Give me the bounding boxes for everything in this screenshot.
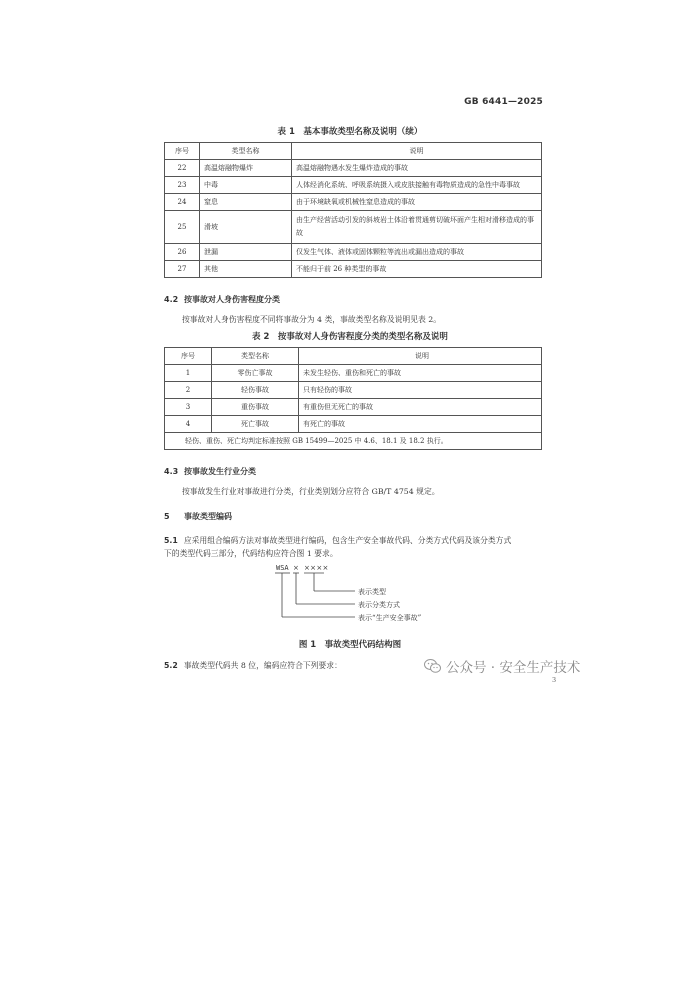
table2-header-name: 类型名称 (212, 348, 299, 365)
table1-caption: 表 1 基本事故类型名称及说明（续） (277, 127, 423, 137)
row-no: 27 (165, 261, 200, 278)
wechat-icon (424, 659, 441, 673)
row-desc: 由生产经营活动引发的斜坡岩土体沿着贯通剪切破坏面产生相对滑移造成的事故 (292, 211, 542, 244)
section-number: 5 (164, 512, 170, 521)
section-title: 按事故对人身伤害程度分类 (184, 295, 280, 304)
table1-header-name: 类型名称 (200, 143, 292, 160)
section-4-3-text: 按事故发生行业对事故进行分类，行业类别划分应符合 GB/T 4754 规定。 (182, 487, 440, 496)
page-number: 3 (552, 676, 557, 684)
section-number: 5.2 (164, 661, 178, 670)
row-no: 4 (165, 416, 212, 433)
row-desc: 由于环境缺氧或机械性窒息造成的事故 (292, 194, 542, 211)
watermark (424, 656, 580, 676)
table2-header-no: 序号 (165, 348, 212, 365)
section-number: 4.3 (164, 467, 179, 476)
row-desc: 未发生轻伤、重伤和死亡的事故 (299, 365, 542, 382)
label-prefix: 表示“生产安全事故” (358, 614, 422, 622)
code-suffix: ×××× (304, 564, 329, 572)
row-no: 2 (165, 382, 212, 399)
row-name: 中毒 (200, 177, 292, 194)
table1-header-no: 序号 (165, 143, 200, 160)
row-desc: 高温熔融物遇水发生爆炸造成的事故 (292, 160, 542, 177)
code-mid: × (293, 564, 299, 572)
watermark-text: 公众号 · 安全生产技术 (446, 660, 581, 676)
row-name: 窒息 (200, 194, 292, 211)
standard-code: GB 6441—2025 (464, 97, 543, 107)
row-no: 23 (165, 177, 200, 194)
row-name: 零伤亡事故 (212, 365, 299, 382)
row-no: 26 (165, 244, 200, 261)
figure1-caption: 图 1 事故类型代码结构图 (298, 640, 402, 650)
row-name: 重伤事故 (212, 399, 299, 416)
row-name: 死亡事故 (212, 416, 299, 433)
row-no: 1 (165, 365, 212, 382)
row-name: 轻伤事故 (212, 382, 299, 399)
section-5-1-text-line2: 下的类型代码三部分，代码结构应符合图 1 要求。 (164, 549, 338, 558)
section-4-2-text: 按事故对人身伤害程度不同将事故分为 4 类，事故类型名称及说明见表 2。 (182, 315, 442, 324)
row-no: 22 (165, 160, 200, 177)
connector-lines (275, 573, 355, 617)
label-type: 表示类型 (358, 588, 386, 596)
section-title: 按事故发生行业分类 (184, 467, 256, 476)
row-name: 滑坡 (200, 211, 292, 244)
row-desc: 仅发生气体、液体或固体颗粒等流出或漏出造成的事故 (292, 244, 542, 261)
table1-header-desc: 说明 (292, 143, 542, 160)
row-desc: 人体经消化系统、呼吸系统摄入或皮肤接触有毒物质造成的急性中毒事故 (292, 177, 542, 194)
code-prefix: WSA (276, 564, 289, 572)
label-method: 表示分类方式 (358, 601, 400, 609)
section-5-2-text: 事故类型代码共 8 位，编码应符合下列要求： (183, 661, 342, 670)
row-desc: 不能归于前 26 种类型的事故 (292, 261, 542, 278)
table2-header-desc: 说明 (299, 348, 542, 365)
section-number: 4.2 (164, 295, 179, 304)
row-desc: 有重伤但无死亡的事故 (299, 399, 542, 416)
row-no: 3 (165, 399, 212, 416)
row-no: 24 (165, 194, 200, 211)
section-5-1-text-line1: 应采用组合编码方法对事故类型进行编码，包含生产安全事故代码、分类方式代码及该分类方式 (183, 536, 512, 545)
row-name: 泄漏 (200, 244, 292, 261)
row-desc: 有死亡的事故 (299, 416, 542, 433)
row-desc: 只有轻伤的事故 (299, 382, 542, 399)
table2-caption: 表 2 按事故对人身伤害程度分类的类型名称及说明 (252, 332, 448, 342)
row-no: 25 (165, 211, 200, 244)
row-name: 高温熔融物爆炸 (200, 160, 292, 177)
section-title: 事故类型编码 (184, 512, 232, 521)
table2-note: 轻伤、重伤、死亡均判定标准按照 GB 15499—2025 中 4.6、18.1 及 18.2 执行。 (165, 433, 542, 450)
section-number: 5.1 (164, 536, 178, 545)
row-name: 其他 (200, 261, 292, 278)
